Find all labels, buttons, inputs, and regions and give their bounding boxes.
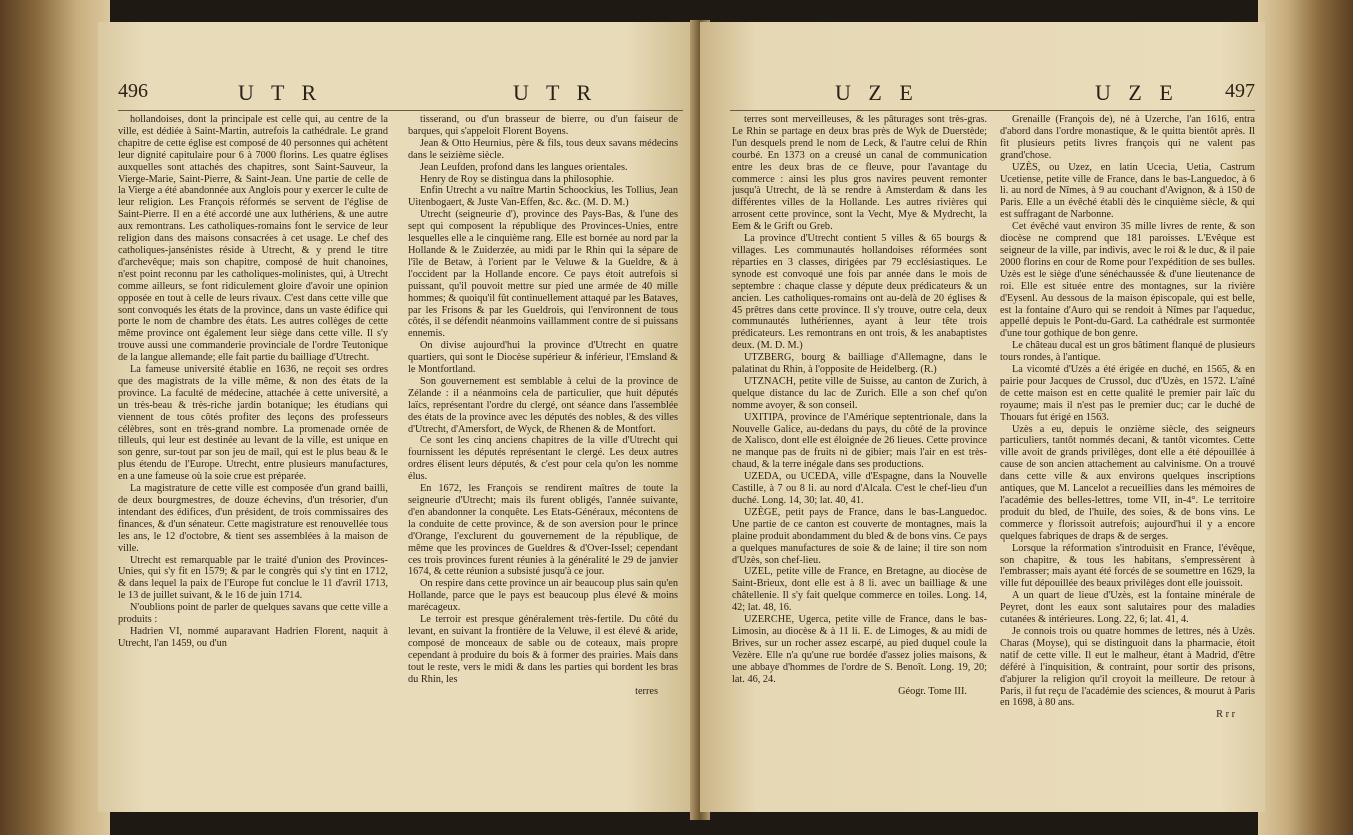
text-paragraph: UZEL, petite ville de France, en Bretagne, au diocèse de Saint-Brieux, dont elle est à 8 li. avec un bailliage & une châtellenie. Il s'y fait quelque commerce en toiles. Long. 14, 42; lat. 48, 16. [732,566,987,614]
text-paragraph: tisserand, ou d'un brasseur de bierre, ou d'un faiseur de barques, qui s'appeloit Florent Boyens. [408,114,678,137]
left-page-number: 496 [118,80,148,102]
text-paragraph: En 1672, les François se rendirent maîtres de toute la seigneurie d'Utrecht; mais ils furent obligés, l'année suivante, d'en abandonner la conquête. Les Etats-Généraux, mécontens de la conduite de cette province, & de son aversion pour le prince d'Orange, l'exclurent du gouvernement de la république, de même que les provinces de Gueldres & d'Over-Issel; cependant ces trois provinces furent réunies à la généralité le 29 de janvier 1674, & cette réunion a subsisté jusqu'à ce jour. [408,483,678,578]
right-running-head-1: U Z E [835,80,919,105]
text-paragraph: UZÈGE, petit pays de France, dans le bas-Languedoc. Une partie de ce canton est couverte de montagnes, mais la plaine produit abondamment du bled & de bons vins. Ce pays a quelques manufactures de soie & de laine; il tire son nom d'Uzès, son chef-lieu. [732,506,987,566]
left-binding [0,0,110,835]
text-paragraph: N'oublions point de parler de quelques savans que cette ville a produits : [118,602,388,626]
text-paragraph: UZERCHE, Ugerca, petite ville de France, dans le bas-Limosin, au diocèse & à 11 li. E. de Limoges, & au midi de Brives, sur un rocher assez escarpé, au pied duquel coule la Vezère. Elle n'a qu'une rue bordée d'assez jolies maisons, & une abbaye d'hommes de l'ordre de S. Benoît. Long. 19, 20; lat. 46, 24. [732,614,987,685]
text-paragraph: Henry de Roy se distingua dans la philosophie. [420,173,614,185]
text-paragraph: Le terroir est presque généralement très-fertile. Du côté du levant, en suivant la frontière de la Veluwe, il est élevé & aride, composé de monceaux de sable ou de coteaux, mais propre cependant à produire du bois & à former des prairies. Mais dans tout le reste, vers le midi & dans les parties qui bordent les bras du Rhin, les [408,614,678,685]
left-column-2 [408,114,678,804]
text-paragraph: Jean Leufden, profond dans les langues orientales. [420,161,628,173]
text-paragraph: hollandoises, dont la principale est celle qui, au centre de la ville, est dédiée à Saint-Martin, autrefois la cathédrale. Le grand chapitre de cette église est composé de 40 personnes qui achètent leur dignité capitulaire pour 6 à 7000 florins. Les quatre églises auxquelles sont attachés des chapitres, sont Saint-Sauveur, la Vierge-Marie, Saint-Pierre, & Saint-Jean. Une partie de celle de la Vierge a été abandonnée aux Anglois pour y exercer le culte de leur religion. Les François réformés se servent de l'église de Saint-Pierre. Il en a été accordé une aux luthériens, & une autre aux remontrans. Les catholiques-romains font le service de leur religion dans des maisons consacrées à cet usage. Le chef des catholiques-jansénistes réside à Utrecht, & y prend le titre d'archevêque; mais son chapitre, composé de huit chanoines, n'est point reconnu par les catholiques-molinistes, qui, à Utrecht comme ailleurs, se font ridiculement gloire d'avoir une opinion opposée en tout à celle de leurs rivaux. C'est dans cette ville que sont convoqués les états de la province, dans un vaste édifice qui porte le nom de chambre des états. Les autres collèges de cette même province ont également leur siège dans cette ville. Il s'y trouve aussi une commanderie provinciale de l'ordre Teutonique de la langue allemande; elle fait partie du bailliage d'Utrecht. [118,114,388,364]
text-paragraph: Le château ducal est un gros bâtiment flanqué de plusieurs tours rondes, à l'antique. [1000,340,1255,364]
text-paragraph: UZEDA, ou UCEDA, ville d'Espagne, dans la Nouvelle Castille, à 7 ou 8 li. au nord d'Alcala. C'est le chef-lieu d'un duché. Long. 14, 30; lat. 40, 41. [732,471,987,506]
right-column-1 [732,114,987,804]
text-paragraph: terres sont merveilleuses, & les pâturages sont très-gras. Le Rhin se partage en deux bras près de Wyk de Duerstède; l'un desquels prend le nom de Leck, & l'autre celui de Rhin courbé. En 1373 on a creusé un canal de communication entre les deux bras de ce fleuve, pour l'avantage du commerce : ainsi les plus gros navires peuvent remonter jusqu'à Utrecht, de là se rendre à Amsterdam & dans les différentes villes de la Hollande. Les autres rivières qui arrosent cette province, sont la Vecht, Mye & Mydrecht, la Eem & le Grift ou Greb. [732,114,987,233]
text-paragraph: La magistrature de cette ville est composée d'un grand bailli, de deux bourgmestres, de douze échevins, d'un trésorier, d'un intendant des édifices, d'un président, de trois commissaires des finances, & d'un sénateur. Cette magistrature est renouvellée tous les ans, le 12 d'octobre, & tient ses assemblées à la maison de ville. [118,483,388,554]
left-page-header [118,80,678,110]
right-binding [1258,0,1353,835]
text-paragraph: Géogr. Tome III. [898,685,967,697]
text-paragraph: UTZNACH, petite ville de Suisse, au canton de Zurich, à quelque distance du lac de Zurich. Elle a son chef qu'on nomme avoyer, & son conseil. [732,375,987,411]
text-paragraph: A un quart de lieue d'Uzès, est la fontaine minérale de Peyret, dont les eaux sont salutaires pour des maladies cutanées & intérieures. Long. 22, 6; lat. 41, 4. [1000,590,1255,626]
text-paragraph: Son gouvernement est semblable à celui de la province de Zélande : il a néanmoins cela de particulier, que huit députés laïcs, représentant l'ordre du clergé, ont séance dans l'assemblée des états de la province avec les députés des nobles, & des villes d'Utrecht, d'Amersfort, de Wyck, de Rhenen & de Montfort. [408,375,678,435]
right-header-rule [730,110,1255,111]
text-paragraph: Grenaille (François de), né à Uzerche, l'an 1616, entra d'abord dans l'ordre monastique, & le quitta bientôt après. Il fit plusieurs petits livres françois qui ne valent pas grand'chose. [1000,114,1255,161]
text-paragraph: Uzès a eu, depuis le onzième siècle, des seigneurs particuliers, tantôt nommés decani, & tantôt vicomtes. Cette ville avoit de grands privilèges, dont elle a été dépouillée à cause de son ancien attachement au calvinisme. On a trouvé dans cette ville & aux environs quelques inscriptions antiques, que M. Lancelot a recueillies dans les mémoires de l'académie des belles-lettres, tome VII, in-4°. Le territoire produit du bled, de l'huile, des soies, & de bons vins. Le commerce y florissoit autrefois; aujourd'hui il y a encore quelques fabriques de draps & de serges. [1000,423,1255,542]
text-paragraph: On divise aujourd'hui la province d'Utrecht en quatre quartiers, qui sont le Diocèse supérieur & inférieur, l'Emsland & le Montfortland. [408,340,678,376]
text-paragraph: R r r [1216,709,1235,721]
text-paragraph: UTZBERG, bourg & bailliage d'Allemagne, dans le palatinat du Rhin, à l'opposite de Heidelberg. (R.) [732,352,987,376]
text-paragraph: UXITIPA, province de l'Amérique septentrionale, dans la Nouvelle Galice, au-dedans du pays, du côté de la province de Xalisco, dont elle est éloignée de 26 lieues. Cette province ne manque pas de fruits ni de gibier; mais l'air en est très-chaud, & la terre inégale dans ses productions. [732,411,987,471]
text-paragraph: Hadrien VI, nommé auparavant Hadrien Florent, naquit à Utrecht, l'an 1459, ou d'un [118,625,388,649]
text-paragraph: Cet évêché vaut environ 35 mille livres de rente, & son diocèse ne comprend que 181 paroisses. L'Evêque est seigneur de la ville, par indivis, avec le roi & le duc, & il paie 2000 florins en cour de Rome pour l'expédition de ses bulles. Uzès est le siège d'une sénéchaussée & d'une lieutenance de roi. Elle est située entre des montagnes, sur la rivière d'Eysenl. Au dessous de la maison épiscopale, qui est belle, est la fontaine d'Auro qui se rendoit à Nîmes par l'aqueduc, appellé depuis le Pont-du-Gard. La cathédrale est surmontée d'une tour gothique de bon genre. [1000,221,1255,340]
right-page [700,22,1265,812]
left-column-1 [118,114,388,804]
text-paragraph: La province d'Utrecht contient 5 villes & 65 bourgs & villages. Les communautés hollandoises réformées sont réparties en 3 classes, dirigées par 79 ecclésiastiques. Le synode est convoqué une fois par année dans le mois de septembre : chaque classe y députe deux prédicateurs & un ancien. Les catholiques-romains ont au-delà de 20 églises & 45 prêtres dans cette province. Il s'y trouve, outre cela, deux communautés luthériennes, ayant à leur tête trois prédicateurs. Les remontrans en ont trois, & les anabaptistes deux. (M. D. M.) [732,233,987,352]
right-running-head-2: U Z E [1095,80,1179,105]
text-paragraph: Utrecht (seigneurie d'), province des Pays-Bas, & l'une des sept qui composent la république des Provinces-Unies, entre lesquelles elle a le cinquième rang. Elle est bornée au nord par la Hollande & le Zuiderzée, au midi par le Rhin qui la sépare de l'île de Betaw, à l'orient par le Veluwe & la Gueldre, & à l'occident par la Hollande encore. Ce pays étoit autrefois si puissant, qu'il pouvoit mettre sur pied une armée de 40 mille hommes; & quoiqu'il fût continuellement attaqué par les Bataves, par les Frisons & par les Gueldrois, qui l'environnent de tous côtés, il se défendit néanmoins vaillamment contre de si puissans ennemis. [408,209,678,340]
text-paragraph: La vicomté d'Uzès a été érigée en duché, en 1565, & en pairie pour Jacques de Crussol, duc d'Uzès, en 1572. L'aîné de cette maison est en cette qualité le premier pair laïc du royaume; mais il n'est pas le premier duc; car le duché de Thouars fut érigé en 1563. [1000,364,1255,423]
left-running-head-2: U T R [513,80,598,105]
text-paragraph: Utrecht est remarquable par le traité d'union des Provinces-Unies, qui s'y fit en 1579; & par le congrès qui s'y tint en 1712, & dans lequel la paix de l'Europe fut conclue le 11 d'avril 1713, le 13 de juillet suivant, & le 16 de juin 1714. [118,554,388,602]
text-paragraph: Je connois trois ou quatre hommes de lettres, nés à Uzès. Charas (Moyse), qui se distinguoit dans la pharmacie, étoit natif de cette ville. Il eut le malheur, étant à Madrid, d'être déféré à l'inquisition, & contraint, pour sortir des prisons, d'abjurer la religion qu'il croyoit la meilleure. De retour à Paris, il fut reçu de l'académie des sciences, & mourut à Paris en 1698, à 80 ans. [1000,625,1255,709]
right-column-2 [1000,114,1255,804]
left-running-head-1: U T R [238,80,323,105]
text-paragraph: Ce sont les cinq anciens chapitres de la ville d'Utrecht qui fournissent les députés représentant le clergé. Les deux autres ordres élisent leurs députés, & c'est pour cela qu'on les nomme élus. [408,435,678,483]
text-paragraph: Lorsque la réformation s'introduisit en France, l'évêque, son chapitre, & tous les habitans, s'empressèrent à l'embrasser; mais ayant été forcés de se soumettre en 1629, la ville fut dépouillée des beaux privilèges dont elle jouissoit. [1000,542,1255,590]
text-paragraph: La fameuse université établie en 1636, ne reçoit ses ordres que des magistrats de la ville même, & non des états de la province. La faculté de médecine, attachée à cette université, a un très-beau & très-riche jardin botanique; les étudians qui viennent de tous côtés profiter des leçons des professeurs célèbres, sont en très-grand nombre. La promenade ornée de tilleuls, qui leur est destinée au levant de la ville, est unique en son genre, sur-tout par son jeu de mail, qui est le plus beau & le plus étendu de l'Europe. Utrecht, entre plusieurs manufactures, en a une fameuse où la soie crue est préparée. [118,364,388,483]
text-paragraph: UZÈS, ou Uzez, en latin Ucecia, Uetia, Castrum Ucetiense, petite ville de France, dans le bas-Languedoc, à 6 li. au nord de Nîmes, à 9 au couchant d'Avignon, & à 150 de Paris. Elle a un évêché établi dès le cinquième siècle, & qui est suffragant de Narbonne. [1000,161,1255,221]
right-page-number: 497 [1225,80,1255,102]
left-header-rule [118,110,683,111]
text-paragraph: terres [635,685,658,697]
text-paragraph: Jean & Otto Heurnius, père & fils, tous deux savans médecins dans le seizième siècle. [408,137,678,161]
text-paragraph: On respire dans cette province un air beaucoup plus sain qu'en Hollande, parce que le pays est beaucoup plus élevé & moins marécageux. [408,578,678,614]
right-page-header [730,80,1255,110]
left-page [98,22,698,812]
text-paragraph: Enfin Utrecht a vu naître Martin Schoockius, les Tollius, Jean Uitenbogaert, & Juste Van-Effen, &c. &c. (M. D. M.) [408,185,678,209]
